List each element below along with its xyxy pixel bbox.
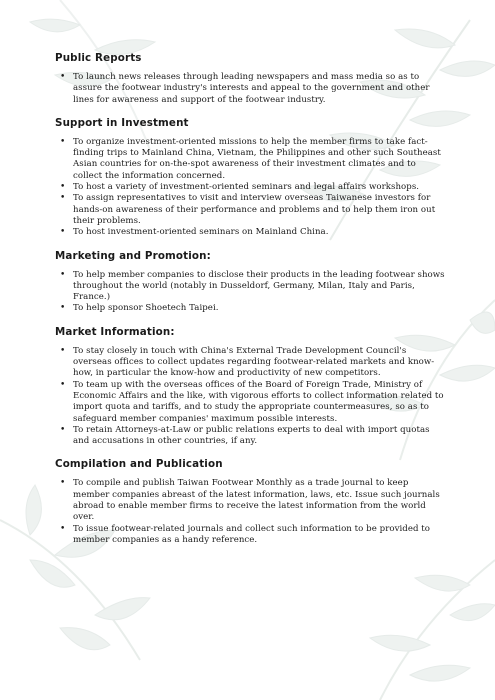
section-heading: Support in Investment	[55, 116, 189, 129]
list-item-text: To issue footwear-related journals and collect such information to be provided to member companies as a handy reference.	[73, 523, 431, 545]
bullet-icon: •	[60, 424, 66, 435]
list-item-text: To compile and publish Taiwan Footwear Monthly as a trade journal to keep member companies abreast of the latest information, laws, etc. Issue such journals abroad to enable member firms to receive the latest information from the world over.	[73, 478, 440, 523]
bullet-icon: •	[60, 303, 66, 314]
list-item	[55, 270, 445, 304]
section-heading: Market Information:	[55, 325, 175, 338]
bullet-icon: •	[60, 193, 66, 204]
section-heading: Marketing and Promotion:	[55, 249, 211, 262]
bullet-icon: •	[60, 227, 66, 238]
bullet-icon: •	[60, 182, 66, 193]
section-marketing-and-promotion	[55, 250, 445, 315]
document-body	[55, 52, 445, 557]
list-item	[55, 193, 445, 227]
bullet-list	[55, 137, 445, 239]
list-item	[55, 346, 445, 380]
list-item	[55, 478, 445, 523]
list-item	[55, 227, 445, 238]
bullet-icon: •	[60, 523, 66, 534]
list-item-text: To stay closely in touch with China's External Trade Development Council's overseas offices to collect updates regarding footwear-related markets and know-how, in particular the know-how and productivity of new competitors.	[73, 345, 435, 379]
bullet-icon: •	[60, 136, 66, 147]
section-support-in-investment	[55, 117, 445, 239]
bullet-list	[55, 72, 445, 106]
bullet-icon: •	[60, 269, 66, 280]
list-item-text: To launch news releases through leading newspapers and mass media so as to assure the footwear industry's interests and appeal to the government and other lines for awareness and support of the footwear industry.	[73, 72, 430, 105]
list-item-text: To host investment-oriented seminars on Mainland China.	[73, 227, 329, 238]
bullet-list	[55, 478, 445, 546]
section-public-reports	[55, 52, 445, 106]
list-item-text: To team up with the overseas offices of the Board of Foreign Trade, Ministry of Economic Affairs and the like, with vigorous efforts to collect information related to import quota and tariffs, and to study the appropriate countermeasures, so as to safeguard member companies' maximum possible interests.	[73, 379, 444, 424]
bullet-icon: •	[60, 72, 66, 82]
bullet-icon: •	[60, 345, 66, 356]
list-item-text: To organize investment-oriented missions to help the member firms to take fact-finding trips to Mainland China, Vietnam, the Philippines and other such Southeast Asian countries for on-the-spot awareness of their investment climates and to collect the information concerned.	[73, 136, 441, 181]
bullet-icon: •	[60, 478, 66, 489]
section-heading: Public Reports	[55, 52, 142, 64]
list-item-text: To host a variety of investment-oriented seminars and legal affairs workshops.	[73, 182, 420, 193]
list-item-text: To help sponsor Shoetech Taipei.	[73, 303, 219, 314]
bullet-list	[55, 270, 445, 315]
list-item-text: To assign representatives to visit and interview overseas Taiwanese investors for hands-on awareness of their performance and problems and to help them iron out their problems.	[73, 193, 436, 226]
list-item	[55, 303, 445, 314]
list-item	[55, 182, 445, 193]
list-item	[55, 524, 445, 547]
list-item-text: To retain Attorneys-at-Law or public relations experts to deal with import quotas and accusations in other countries, if any.	[73, 424, 430, 447]
section-market-information	[55, 326, 445, 448]
list-item	[55, 137, 445, 182]
list-item	[55, 72, 445, 106]
list-item-text: To help member companies to disclose their products in the leading footwear shows throughout the world (notably in Dusseldorf, Germany, Milan, Italy and Paris, France.)	[73, 269, 445, 303]
bullet-icon: •	[60, 379, 66, 390]
list-item	[55, 380, 445, 425]
section-heading: Compilation and Publication	[55, 458, 223, 471]
bullet-list	[55, 346, 445, 448]
section-compilation-and-publication	[55, 458, 445, 546]
list-item	[55, 425, 445, 448]
